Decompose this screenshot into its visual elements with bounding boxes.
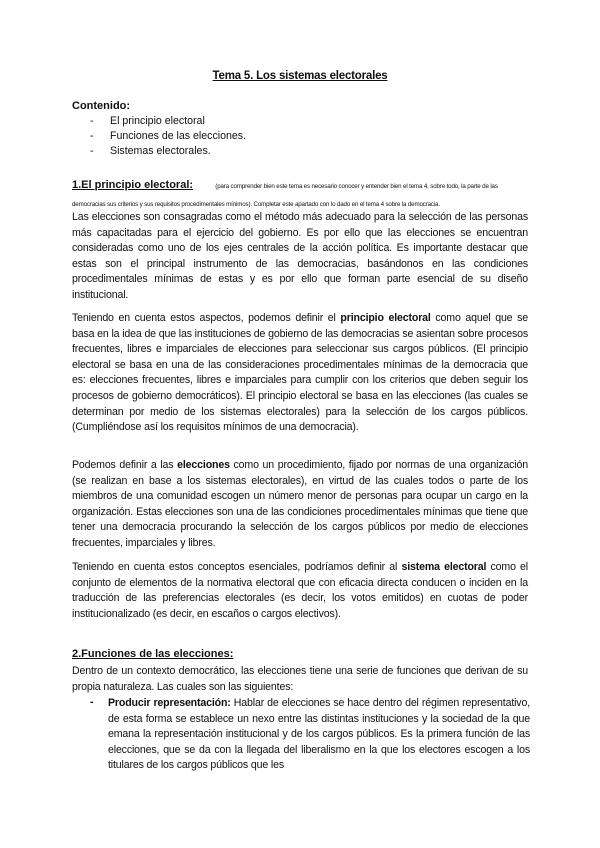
document-title: Tema 5. Los sistemas electorales	[212, 70, 388, 82]
term-principio-electoral: principio electoral	[340, 312, 431, 324]
section1-paragraph-2	[72, 311, 528, 436]
paragraph-text: Podemos definir a las	[72, 459, 178, 471]
term-elecciones: elecciones	[177, 459, 230, 471]
list-bullet: -	[90, 115, 94, 127]
paragraph-text: como el conjunto de elementos de la normativa electoral que con eficacia directa conducen o inciden en la traducción de las preferencias electorales (es decir, los votos emitidos) en cuotas de poder institucionalizado (es decir, en escaños o cargos electivos).	[72, 561, 528, 620]
paragraph-text: como un procedimiento, fijado por normas de una organización (se realizan en base a los sistemas electorales), en virtud de las cuales todos o parte de los miembros de una comunidad escogen un número menor de personas para ocupar un cargo en la organización. Estas elecciones son una de las condiciones procedimentales mínimas que tiene que tener una democracia procurando la selección de los cargos públicos por medio de elecciones frecuentes, imparciales y libres.	[72, 459, 528, 549]
paragraph-text: Teniendo en cuenta estos conceptos esenciales, podríamos definir al	[72, 561, 402, 573]
list-item-text: Funciones de las elecciones.	[110, 130, 247, 142]
section1-paragraph-4	[72, 560, 528, 622]
list-bullet: -	[90, 145, 94, 157]
section1-heading: 1.El principio electoral:	[72, 179, 194, 191]
list-bullet: -	[90, 696, 94, 708]
contents-list	[90, 114, 246, 159]
list-item	[90, 129, 246, 144]
section1-note: (para comprender bien este tema es necesario conocer y entender bien el tema 4, sobre todo, la parte de las democracias sus criterios y sus requisitos procedimentales mínimos). Completar este apartado con lo dado en el tema 4 sobre la democracia.	[72, 183, 498, 208]
paragraph-text: como aquel que se basa en la idea de que las instituciones de gobierno de las democracias se asientan sobre procesos frecuentes, libres e imparciales de elecciones para seleccionar sus cargos públicos. (El principio electoral se basa en una de las consideraciones procedimentales mínimas de la democracia que es: elecciones frecuentes, libres e imparciales para cumplir con los criterios que deben seguir los procesos de gobierno democráticos). El principio electoral se basa en las elecciones (las cuales se determinan por medio de los sistemas electorales) para la selección de los cargos públicos. (Cumpliéndose así los requisitos mínimos de una democracia).	[72, 312, 528, 434]
list-bullet: -	[90, 130, 94, 142]
list-item-text: Sistemas electorales.	[110, 145, 211, 157]
paragraph-text: Teniendo en cuenta estos aspectos, podemos definir el	[72, 312, 341, 324]
list-item-text: El principio electoral	[110, 115, 205, 127]
section1-paragraph-3	[72, 458, 528, 552]
term-producir-representacion: Producir representación:	[108, 697, 231, 709]
contents-heading: Contenido:	[72, 100, 131, 112]
list-item	[90, 114, 246, 129]
section2-intro: Dentro de un contexto democrático, las elecciones tiene una serie de funciones que derivan de su propia naturaleza. Las cuales son las siguientes:	[72, 665, 528, 693]
term-sistema-electoral: sistema electoral	[401, 561, 487, 573]
list-item	[90, 144, 246, 159]
section1-paragraph-1: Las elecciones son consagradas como el método más adecuado para la selección de las personas más capacitadas para el ejercicio del gobierno. Es por ello que las elecciones se encuentran consideradas como uno de los ejes centrales de la acción política. Es importante destacar que estas son el principal instrumento de las democracias, basándonos en las condiciones procedimentales mínimas de estas y es por ello que forman parte esencial de su diseño institucional.	[72, 211, 528, 301]
section1-header	[72, 175, 532, 211]
list-item-text	[108, 696, 530, 774]
paragraph-text: Hablar de elecciones se hace dentro del régimen representativo, de esta forma se establece un nexo entre las distintas instituciones y la sociedad de la que emana la representación institucional y de los cargos públicos. Es la primera función de las elecciones, que se da con la llegada del liberalismo en la que los electores escogen a los titulares de los cargos públicos que les	[108, 697, 530, 772]
section2-heading: 2.Funciones de las elecciones:	[72, 648, 234, 660]
